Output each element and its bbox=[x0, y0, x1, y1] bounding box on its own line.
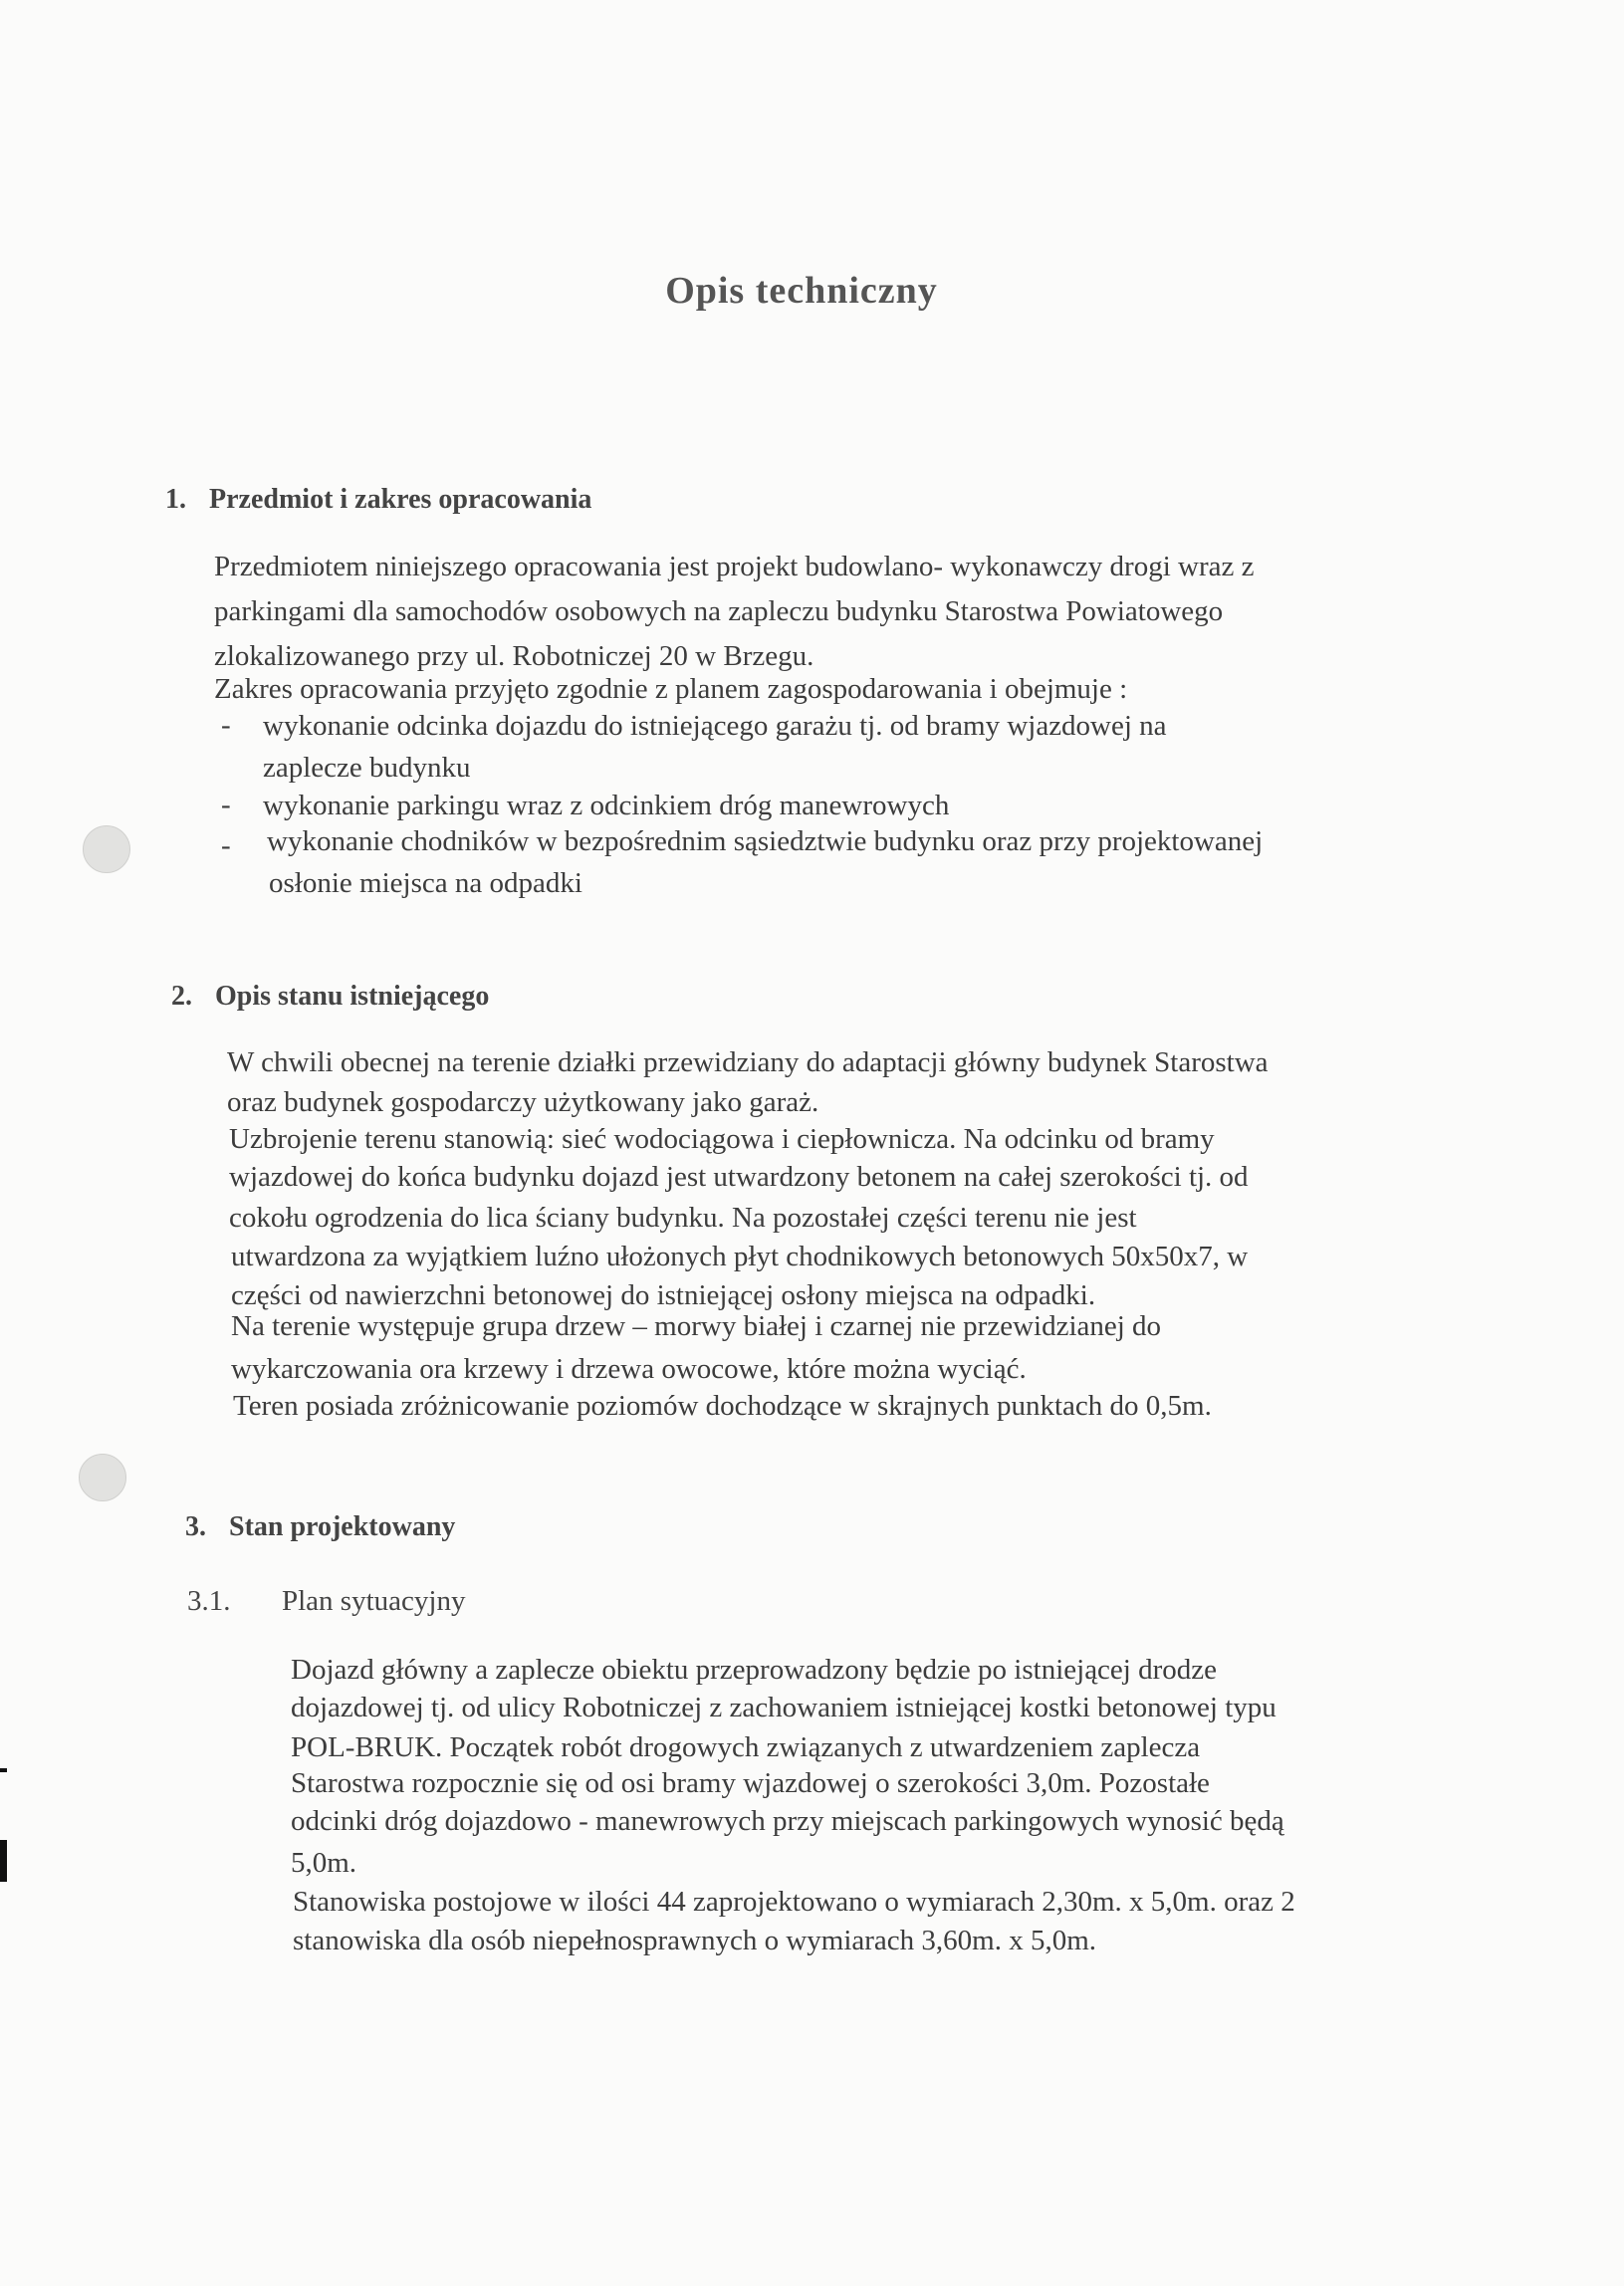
punch-hole-bottom bbox=[79, 1454, 126, 1501]
subsection-heading bbox=[187, 1585, 465, 1618]
paragraph-line: Teren posiada zróżnicowanie poziomów dochodzące w skrajnych punktach do 0,5m. bbox=[233, 1390, 1212, 1422]
section-title: Przedmiot i zakres opracowania bbox=[209, 484, 592, 515]
paragraph-line: stanowiska dla osób niepełnosprawnych o wymiarach 3,60m. x 5,0m. bbox=[293, 1925, 1097, 1956]
paragraph-line: parkingami dla samochodów osobowych na zapleczu budynku Starostwa Powiatowego bbox=[214, 595, 1224, 627]
paragraph-line: zlokalizowanego przy ul. Robotniczej 20 w Brzegu. bbox=[214, 640, 814, 672]
paragraph-line: Dojazd główny a zaplecze obiektu przeprowadzony będzie po istniejącej drodze bbox=[291, 1654, 1218, 1686]
bullet-dash: - bbox=[221, 709, 231, 741]
section-title: Stan projektowany bbox=[229, 1511, 456, 1542]
paragraph-line: 5,0m. bbox=[291, 1847, 357, 1879]
paragraph-line: Na terenie występuje grupa drzew – morwy białej i czarnej nie przewidzianej do bbox=[231, 1310, 1162, 1342]
paragraph-line: oraz budynek gospodarczy użytkowany jako garaż. bbox=[227, 1086, 819, 1118]
punch-hole-top bbox=[83, 825, 130, 873]
scan-edge-mark bbox=[0, 1768, 7, 1772]
paragraph-line: utwardzona za wyjątkiem luźno ułożonych płyt chodnikowych betonowych 50x50x7, w bbox=[231, 1241, 1249, 1272]
paragraph-line: Starostwa rozpocznie się od osi bramy wjazdowej o szerokości 3,0m. Pozostałe bbox=[291, 1767, 1210, 1799]
paragraph-line: Przedmiotem niniejszego opracowania jest projekt budowlano- wykonawczy drogi wraz z bbox=[214, 551, 1255, 582]
subsection-number: 3.1. bbox=[187, 1585, 231, 1617]
bullet-item-line: zaplecze budynku bbox=[263, 752, 471, 784]
bullet-dash: - bbox=[221, 789, 231, 820]
bullet-dash: - bbox=[221, 829, 231, 861]
subsection-title: Plan sytuacyjny bbox=[282, 1585, 466, 1617]
paragraph-line: wykarczowania ora krzewy i drzewa owocowe, które można wyciąć. bbox=[231, 1353, 1027, 1385]
paragraph-line: odcinki dróg dojazdowo - manewrowych przy miejscach parkingowych wynosić będą bbox=[291, 1805, 1284, 1837]
paragraph-line: POL-BRUK. Początek robót drogowych związanych z utwardzeniem zaplecza bbox=[291, 1731, 1201, 1763]
section-number: 2. bbox=[171, 981, 192, 1012]
section-number: 1. bbox=[165, 484, 186, 515]
bullet-item-line: wykonanie parkingu wraz z odcinkiem dróg manewrowych bbox=[263, 790, 950, 821]
section-number: 3. bbox=[185, 1511, 206, 1542]
bullet-item-line: wykonanie odcinka dojazdu do istniejącego garażu tj. od bramy wjazdowej na bbox=[263, 710, 1167, 742]
paragraph-line: W chwili obecnej na terenie działki przewidziany do adaptacji główny budynek Starostwa bbox=[227, 1046, 1269, 1078]
section-heading bbox=[171, 981, 489, 1013]
paragraph-line: cokołu ogrodzenia do lica ściany budynku. Na pozostałej części terenu nie jest bbox=[229, 1202, 1137, 1234]
section-heading bbox=[165, 484, 591, 516]
scan-edge-mark bbox=[0, 1840, 7, 1882]
section-title: Opis stanu istniejącego bbox=[215, 981, 490, 1012]
document-title: Opis techniczny bbox=[665, 270, 938, 312]
paragraph-line: dojazdowej tj. od ulicy Robotniczej z zachowaniem istniejącej kostki betonowej typu bbox=[291, 1692, 1276, 1723]
bullet-item-line: osłonie miejsca na odpadki bbox=[269, 867, 582, 899]
paragraph-line: Uzbrojenie terenu stanowią: sieć wodociągowa i ciepłownicza. Na odcinku od bramy bbox=[229, 1123, 1215, 1155]
bullet-item-line: wykonanie chodników w bezpośrednim sąsiedztwie budynku oraz przy projektowanej bbox=[267, 825, 1264, 857]
paragraph-line: Zakres opracowania przyjęto zgodnie z planem zagospodarowania i obejmuje : bbox=[214, 673, 1128, 705]
paragraph-line: Stanowiska postojowe w ilości 44 zaprojektowano o wymiarach 2,30m. x 5,0m. oraz 2 bbox=[293, 1886, 1295, 1918]
section-heading bbox=[185, 1511, 455, 1543]
paragraph-line: części od nawierzchni betonowej do istniejącej osłony miejsca na odpadki. bbox=[231, 1279, 1096, 1311]
paragraph-line: wjazdowej do końca budynku dojazd jest utwardzony betonem na całej szerokości tj. od bbox=[229, 1161, 1249, 1193]
